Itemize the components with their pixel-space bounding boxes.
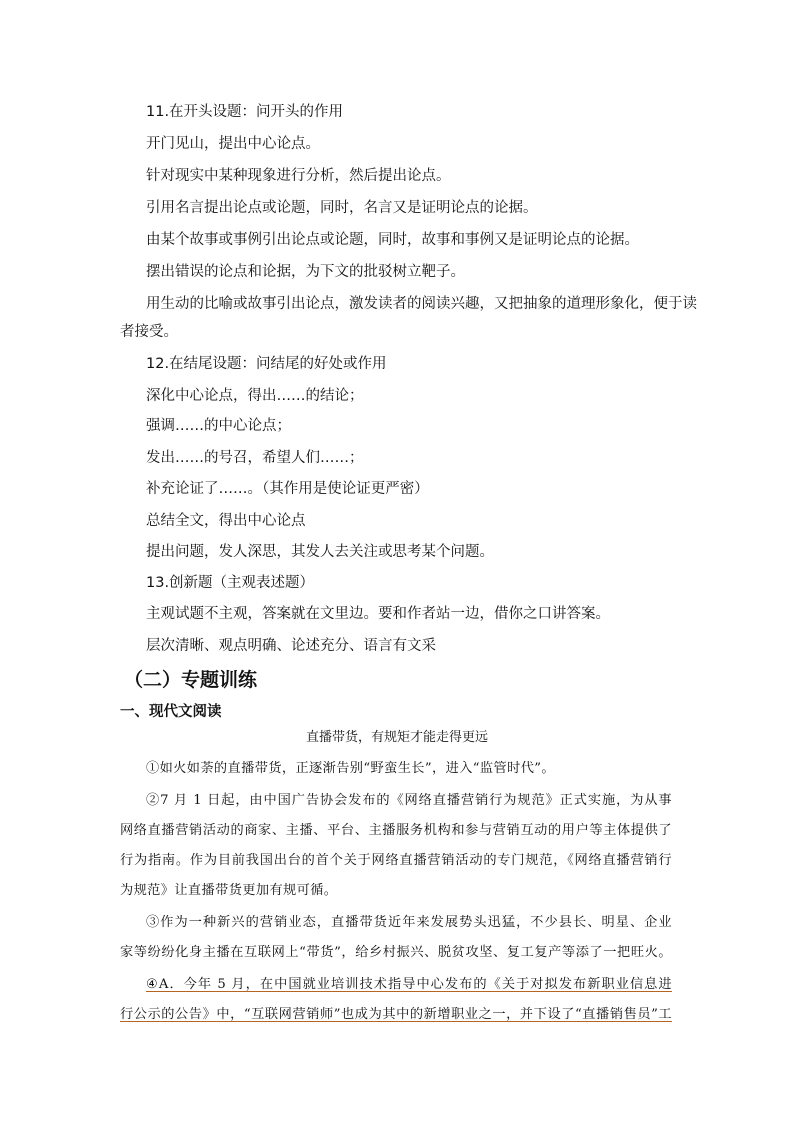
- article-paragraph-2-line: 网络直播营销活动的商家、主播、平台、主播服务机构和参与营销互动的用户等主体提供了: [120, 823, 672, 838]
- section-11-item-continuation: 者接受。: [120, 324, 178, 340]
- section-13-title: 13.创新题（主观表述题）: [146, 575, 315, 591]
- article-paragraph-2-line: 行为指南。作为目前我国出台的首个关于网络直播营销活动的专门规范，《网络直播营销行: [120, 853, 672, 868]
- section-13-item: 主观试题不主观，答案就在文里边。要和作者站一边，借你之口讲答案。: [146, 606, 610, 622]
- section-11-item: 针对现实中某种现象进行分析，然后提出论点。: [146, 168, 451, 184]
- section-12-item: 发出……的号召，希望人们……；: [146, 450, 364, 466]
- article-paragraph-2-line: ②7 月 1 日起，由中国广告协会发布的《网络直播营销行为规范》正式实施，为从事: [146, 793, 672, 808]
- section-12-item: 总结全文，得出中心论点: [146, 513, 306, 529]
- section-11-item: 用生动的比喻或故事引出论点，激发读者的阅读兴趣，又把抽象的道理形象化，便于读: [146, 296, 697, 312]
- part-2-heading: （二）专题训练: [124, 669, 258, 691]
- section-12-item: 强调……的中心论点；: [146, 418, 291, 434]
- section-13-item: 层次清晰、观点明确、论述充分、语言有文采: [146, 638, 436, 654]
- article-paragraph-1: ①如火如荼的直播带货，正逐渐告别“野蛮生长”，进入“监管时代”。: [146, 761, 556, 776]
- section-11-item: 开门见山，提出中心论点。: [146, 136, 320, 152]
- section-12-item: 补充论证了……。（其作用是使论证更严密）: [146, 481, 429, 497]
- article-paragraph-3-line: ③作为一种新兴的营销业态，直播带货近年来发展势头迅猛，不少县长、明星、企业: [146, 915, 672, 930]
- section-12-item: 深化中心论点，得出……的结论；: [146, 388, 364, 404]
- article-paragraph-4-line: ④A．今年 5 月，在中国就业培训技术指导中心发布的《关于对拟发布新职业信息进: [146, 977, 672, 992]
- article-title: 直播带货，有规矩才能走得更远: [305, 730, 488, 745]
- section-11-item: 由某个故事或事例引出论点或论题，同时，故事和事例又是证明论点的论据。: [146, 232, 639, 248]
- part-2-subheading: 一、现代文阅读: [120, 704, 222, 720]
- section-11-item: 引用名言提出论点或论题，同时，名言又是证明论点的论据。: [146, 200, 538, 216]
- section-11-title: 11.在开头设题：问开头的作用: [146, 104, 344, 120]
- section-12-item: 提出问题，发人深思，其发人去关注或思考某个问题。: [146, 544, 494, 560]
- article-paragraph-4-line: 行公示的公告》中，“互联网营销师”也成为其中的新增职业之一，并下设了“直播销售员”工: [120, 1007, 672, 1022]
- section-11-item: 摆出错误的论点和论据，为下文的批驳树立靶子。: [146, 264, 465, 280]
- section-12-title: 12.在结尾设题：问结尾的好处或作用: [146, 356, 387, 372]
- article-paragraph-2-line: 为规范》让直播带货更加有规可循。: [120, 883, 338, 898]
- article-paragraph-3-line: 家等纷纷化身主播在互联网上“带货”，给乡村振兴、脱贫攻坚、复工复产等添了一把旺火。: [120, 945, 672, 960]
